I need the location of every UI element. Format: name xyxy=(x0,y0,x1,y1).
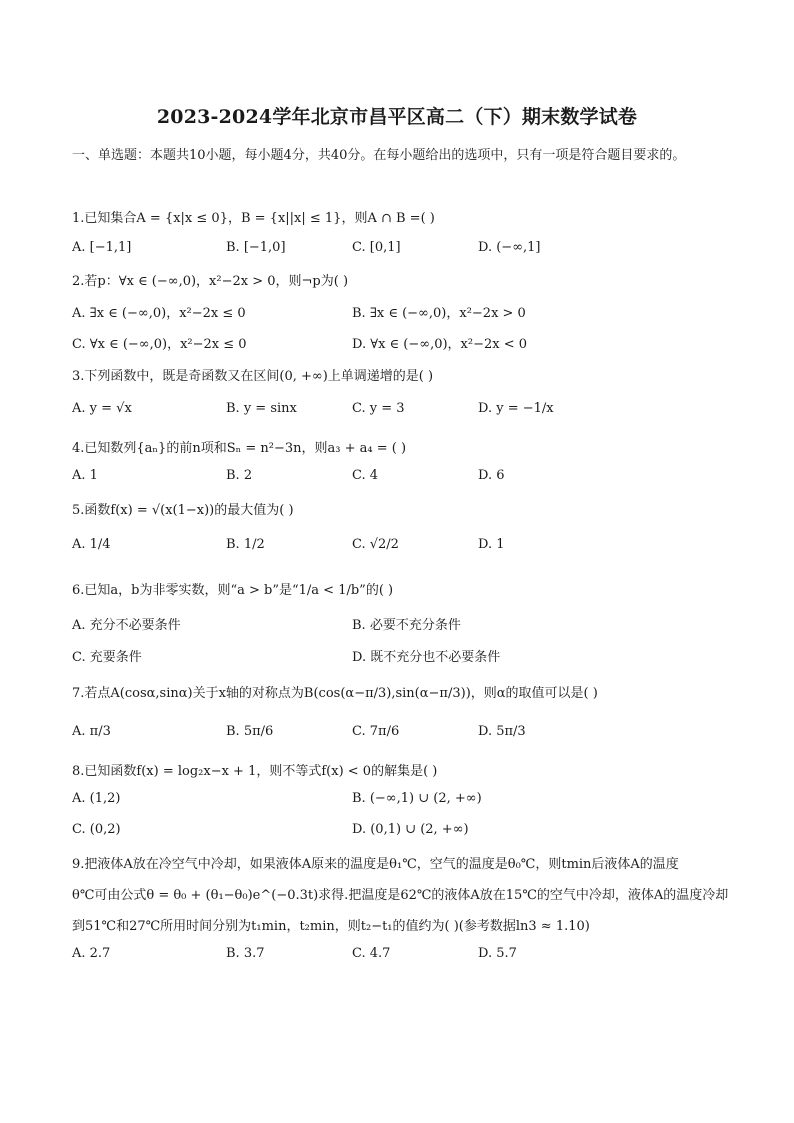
question-7-option-a[interactable]: A. π/3 xyxy=(72,724,111,739)
question-2-option-d[interactable]: D. ∀x ∈ (−∞,0)，x²−2x < 0 xyxy=(352,337,528,352)
question-1-option-b[interactable]: B. [−1,0] xyxy=(226,240,286,255)
question-8-stem: 8.已知函数f(x) = log₂x−x + 1，则不等式f(x) < 0的解集是( ) xyxy=(72,764,438,779)
question-9-option-b[interactable]: B. 3.7 xyxy=(226,946,265,961)
question-1-option-a[interactable]: A. [−1,1] xyxy=(72,240,132,255)
question-2-stem: 2.若p：∀x ∈ (−∞,0)，x²−2x > 0，则¬p为( ) xyxy=(72,274,349,289)
question-8-option-c[interactable]: C. (0,2) xyxy=(72,822,121,837)
question-8-option-d[interactable]: D. (0,1) ∪ (2, +∞) xyxy=(352,822,469,837)
question-8-option-b[interactable]: B. (−∞,1) ∪ (2, +∞) xyxy=(352,791,482,806)
question-3-option-c[interactable]: C. y = 3 xyxy=(352,401,405,416)
question-3-option-a[interactable]: A. y = √x xyxy=(72,401,132,416)
question-2-option-b[interactable]: B. ∃x ∈ (−∞,0)，x²−2x > 0 xyxy=(352,306,526,321)
question-6-option-a[interactable]: A. 充分不必要条件 xyxy=(72,618,181,633)
question-3-option-d[interactable]: D. y = −1/x xyxy=(478,401,554,416)
page-title: 2023-2024学年北京市昌平区高二（下）期末数学试卷 xyxy=(156,106,638,128)
question-4-stem: 4.已知数列{aₙ}的前n项和Sₙ = n²−3n，则a₃ + a₄ = ( ) xyxy=(72,441,407,456)
question-3-stem: 3.下列函数中，既是奇函数又在区间(0, +∞)上单调递增的是( ) xyxy=(72,369,434,384)
question-9-option-a[interactable]: A. 2.7 xyxy=(72,946,111,961)
question-4-option-d[interactable]: D. 6 xyxy=(478,468,505,483)
question-4-option-c[interactable]: C. 4 xyxy=(352,468,379,483)
question-9-stem-line-1: 9.把液体A放在冷空气中冷却，如果液体A原来的温度是θ₁℃，空气的温度是θ₀℃，则tmin后液体A的温度 xyxy=(72,857,679,872)
question-5-option-a[interactable]: A. 1/4 xyxy=(72,537,111,552)
section-instructions: 一、单选题：本题共10小题，每小题4分，共40分。在每小题给出的选项中，只有一项是符合题目要求的。 xyxy=(72,148,686,163)
question-5-option-d[interactable]: D. 1 xyxy=(478,537,505,552)
question-6-option-b[interactable]: B. 必要不充分条件 xyxy=(352,618,461,633)
question-1-option-c[interactable]: C. [0,1] xyxy=(352,240,401,255)
question-1-option-d[interactable]: D. (−∞,1] xyxy=(478,240,541,255)
question-7-stem: 7.若点A(cosα,sinα)关于x轴的对称点为B(cos(α−π/3),sin(α−π/3))，则α的取值可以是( ) xyxy=(72,686,598,701)
question-7-option-d[interactable]: D. 5π/3 xyxy=(478,724,526,739)
question-1-stem: 1.已知集合A = {x|x ≤ 0}，B = {x||x| ≤ 1}，则A ∩ B =( ) xyxy=(72,211,435,226)
question-2-option-c[interactable]: C. ∀x ∈ (−∞,0)，x²−2x ≤ 0 xyxy=(72,337,247,352)
question-6-option-c[interactable]: C. 充要条件 xyxy=(72,650,142,665)
question-9-stem-line-2: θ℃可由公式θ = θ₀ + (θ₁−θ₀)e^(−0.3t)求得.把温度是62℃的液体A放在15℃的空气中冷却，液体A的温度冷却 xyxy=(72,888,729,903)
question-7-option-b[interactable]: B. 5π/6 xyxy=(226,724,274,739)
question-6-stem: 6.已知a，b为非零实数，则“a > b”是“1/a < 1/b”的( ) xyxy=(72,583,394,598)
question-9-option-d[interactable]: D. 5.7 xyxy=(478,946,517,961)
question-5-option-c[interactable]: C. √2/2 xyxy=(352,537,399,552)
question-3-option-b[interactable]: B. y = sinx xyxy=(226,401,297,416)
question-8-option-a[interactable]: A. (1,2) xyxy=(72,791,121,806)
question-6-option-d[interactable]: D. 既不充分也不必要条件 xyxy=(352,650,501,665)
question-9-stem-line-3: 到51℃和27℃所用时间分别为t₁min，t₂min，则t₂−t₁的值约为( )(参考数据ln3 ≈ 1.10) xyxy=(72,919,590,934)
question-5-option-b[interactable]: B. 1/2 xyxy=(226,537,265,552)
question-7-option-c[interactable]: C. 7π/6 xyxy=(352,724,400,739)
question-2-option-a[interactable]: A. ∃x ∈ (−∞,0)，x²−2x ≤ 0 xyxy=(72,306,246,321)
question-4-option-b[interactable]: B. 2 xyxy=(226,468,253,483)
question-9-option-c[interactable]: C. 4.7 xyxy=(352,946,391,961)
question-4-option-a[interactable]: A. 1 xyxy=(72,468,98,483)
question-5-stem: 5.函数f(x) = √(x(1−x))的最大值为( ) xyxy=(72,503,294,518)
